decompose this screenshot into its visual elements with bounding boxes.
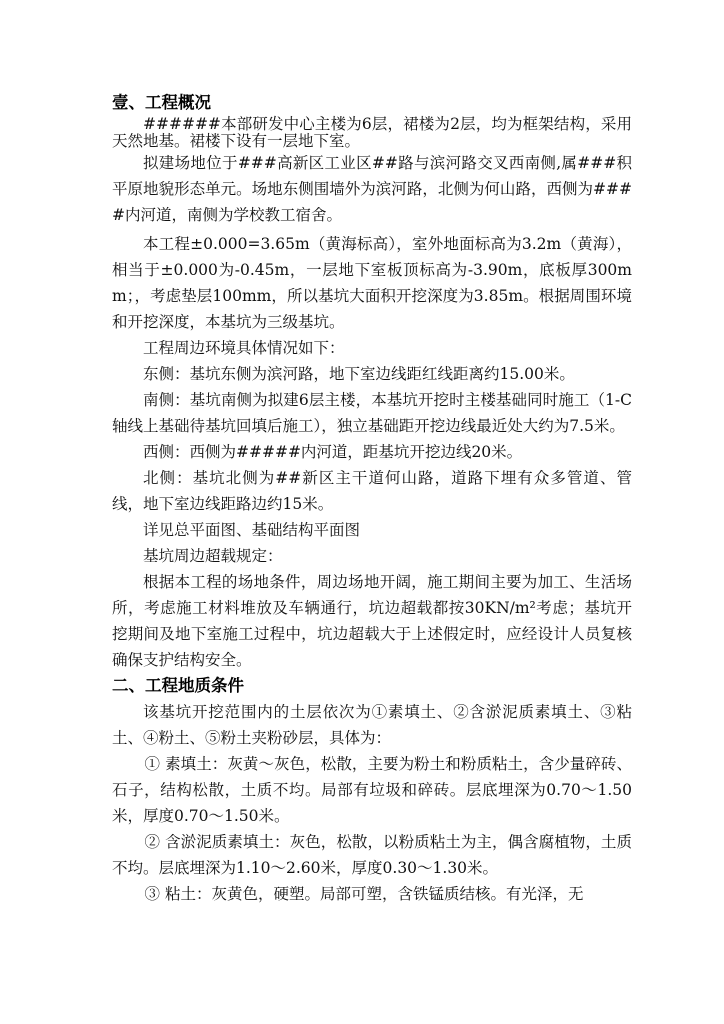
paragraph: 根据本工程的场地条件，周边场地开阔，施工期间主要为加工、生活场所，考虑施工材料堆放及车辆通行，坑边超载都按30KN/m²考虑；基坑开挖期间及地下室施工过程中，坑边超载大于上述假定时，应经设计人员复核确保支护结构安全。 xyxy=(112,573,632,669)
paragraph: 工程周边环境具体情况如下： xyxy=(143,339,345,357)
section-heading-geology: 二、工程地质条件 xyxy=(112,676,244,695)
paragraph: 拟建场地位于###高新区工业区##路与滨河路交叉西南侧,属###积平原地貌形态单元。场地东侧围墙外为滨河路，北侧为何山路，西侧为####内河道，南侧为学校教工宿舍。 xyxy=(112,154,632,224)
paragraph: 西侧：西侧为#####内河道，距基坑开挖边线20米。 xyxy=(143,443,523,461)
paragraph: 南侧：基坑南侧为拟建6层主楼，本基坑开挖时主楼基础同时施工（1-C轴线上基础待基坑回填后施工），独立基础距开挖边线最近处大约为7.5米。 xyxy=(112,391,632,435)
paragraph: ② 含淤泥质素填土：灰色，松散，以粉质粘土为主，偶含腐植物，土质不均。层底埋深为1.10～2.60米，厚度0.30～1.30米。 xyxy=(112,833,632,877)
paragraph: 详见总平面图、基础结构平面图 xyxy=(143,521,361,539)
section-heading-overview: 壹、工程概况 xyxy=(112,93,211,112)
paragraph: ③ 粘土：灰黄色，硬塑。局部可塑，含铁锰质结核。有光泽，无 xyxy=(144,885,584,903)
paragraph: ① 素填土：灰黄～灰色，松散，主要为粉土和粉质粘土，含少量碎砖、石子，结构松散，土质不均。局部有垃圾和碎砖。层底埋深为0.70～1.50米，厚度0.70～1.50米。 xyxy=(112,755,632,825)
paragraph: 北侧：基坑北侧为##新区主干道何山路，道路下埋有众多管道、管线，地下室边线距路边约15米。 xyxy=(112,469,632,513)
paragraph: 本工程±0.000=3.65m（黄海标高），室外地面标高为3.2m（黄海），相当于±0.000为-0.45m，一层地下室板顶标高为-3.90m，底板厚300mm；，考虑垫层100mm，所以基坑大面积开挖深度为3.85m。根据周围环境和开挖深度，本基坑为三级基坑。 xyxy=(112,235,632,331)
paragraph: 东侧：基坑东侧为滨河路，地下室边线距红线距离约15.00米。 xyxy=(143,365,575,383)
document-body xyxy=(112,90,632,907)
paragraph: 基坑周边超载规定： xyxy=(143,547,283,565)
paragraph: ######本部研发中心主楼为6层，裙楼为2层，均为框架结构，采用天然地基。裙楼下设有一层地下室。 xyxy=(112,115,632,150)
paragraph: 该基坑开挖范围内的土层依次为①素填土、②含淤泥质素填土、③粘土、④粉土、⑤粉土夹粉砂层，具体为： xyxy=(112,703,632,747)
